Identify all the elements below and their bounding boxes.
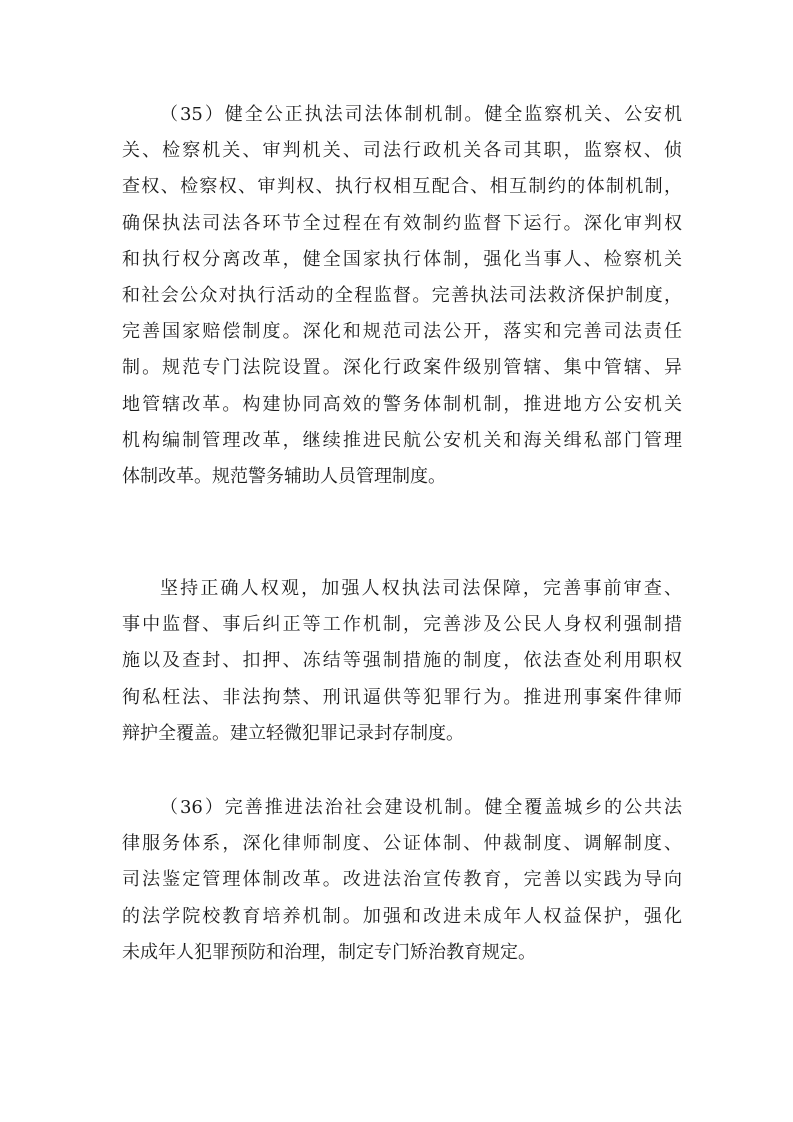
text-line: （36）完善推进法治社会建设机制。健全覆盖城乡的公共法	[160, 797, 682, 818]
paragraph-judicial-system	[122, 97, 682, 495]
text-line: 事中监督、事后纠正等工作机制，完善涉及公民人身权利强制措	[122, 614, 682, 636]
text-line: 查权、检察权、审判权、执行权相互配合、相互制约的体制机制，	[122, 176, 682, 198]
text-line: 体制改革。规范警务辅助人员管理制度。	[122, 465, 446, 487]
text-line: 和执行权分离改革，健全国家执行体制，强化当事人、检察机关	[122, 248, 682, 270]
text-line: 关、检察机关、审判机关、司法行政机关各司其职，监察权、侦	[122, 140, 682, 162]
paragraph-human-rights	[122, 571, 682, 752]
text-line: 未成年人犯罪预防和治理，制定专门矫治教育规定。	[122, 941, 536, 963]
text-line: 确保执法司法各环节全过程在有效制约监督下运行。深化审判权	[122, 212, 682, 234]
text-line: 制。规范专门法院设置。深化行政案件级别管辖、集中管辖、异	[122, 357, 682, 379]
text-line: 律服务体系，深化律师制度、公证体制、仲裁制度、调解制度、	[122, 833, 682, 855]
text-line: 辩护全覆盖。建立轻微犯罪记录封存制度。	[122, 722, 464, 744]
text-line: 机构编制管理改革，继续推进民航公安机关和海关缉私部门管理	[122, 429, 682, 451]
text-line: （35）健全公正执法司法体制机制。健全监察机关、公安机	[160, 104, 682, 125]
text-line: 和社会公众对执行活动的全程监督。完善执法司法救济保护制度，	[122, 284, 682, 306]
text-line: 徇私枉法、非法拘禁、刑讯逼供等犯罪行为。推进刑事案件律师	[122, 686, 682, 708]
text-line: 地管辖改革。构建协同高效的警务体制机制，推进地方公安机关	[122, 393, 682, 415]
paragraph-rule-of-law-society	[122, 790, 682, 971]
text-line: 完善国家赔偿制度。深化和规范司法公开，落实和完善司法责任	[122, 321, 682, 343]
text-line: 司法鉴定管理体制改革。改进法治宣传教育，完善以实践为导向	[122, 869, 682, 891]
text-line: 坚持正确人权观，加强人权执法司法保障，完善事前审查、	[160, 578, 682, 599]
text-line: 施以及查封、扣押、冻结等强制措施的制度，依法查处利用职权	[122, 650, 682, 672]
text-line: 的法学院校教育培养机制。加强和改进未成年人权益保护，强化	[122, 905, 682, 927]
